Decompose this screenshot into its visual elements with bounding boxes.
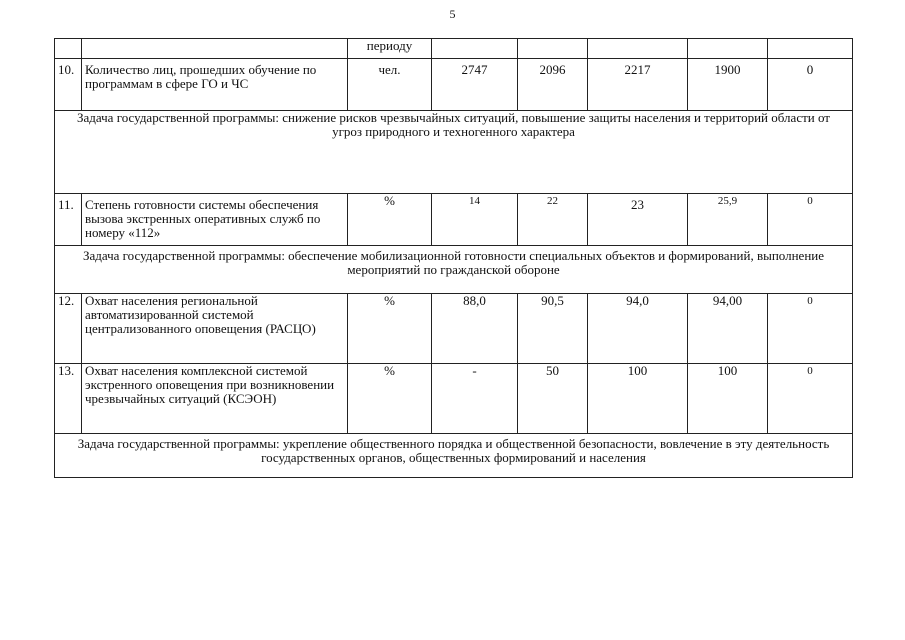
- value-cell: 2747: [432, 59, 518, 111]
- task-heading: Задача государственной программы: снижение рисков чрезвычайных ситуаций, повышение защиты населения и территорий области от угроз природного и техногенного характера: [55, 111, 853, 194]
- row-number-cell: 11.: [55, 194, 82, 246]
- indicator-name-cell: [82, 39, 348, 59]
- value-cell: [688, 39, 768, 59]
- task-heading: Задача государственной программы: обеспечение мобилизационной готовности специальных объектов и формирований, выполнение мероприятий по гражданской обороне: [55, 246, 853, 294]
- indicator-name-cell: Степень готовности системы обеспечения вызова экстренных оперативных служб по номеру «112»: [82, 194, 348, 246]
- indicator-name-cell: Количество лиц, прошедших обучение по программам в сфере ГО и ЧС: [82, 59, 348, 111]
- unit-cell: %: [348, 194, 432, 246]
- value-cell: [518, 39, 588, 59]
- value-cell: 0: [768, 59, 853, 111]
- task-heading: Задача государственной программы: укрепление общественного порядка и общественной безопасности, вовлечение в эту деятельность государственных органов, общественных формирований и населения: [55, 434, 853, 478]
- value-cell: 94,00: [688, 294, 768, 364]
- table-row: [55, 364, 853, 434]
- unit-cell: периоду: [348, 39, 432, 59]
- value-cell: [768, 39, 853, 59]
- task-row: [55, 111, 853, 194]
- indicator-name-cell: Охват населения комплексной системой экстренного оповещения при возникновении чрезвычайных ситуаций (КСЭОН): [82, 364, 348, 434]
- value-cell: 100: [588, 364, 688, 434]
- unit-cell: %: [348, 364, 432, 434]
- value-cell: 2217: [588, 59, 688, 111]
- table-row: [55, 194, 853, 246]
- row-number-cell: 10.: [55, 59, 82, 111]
- value-cell: [432, 39, 518, 59]
- value-cell: 100: [688, 364, 768, 434]
- value-cell: 0: [768, 294, 853, 364]
- value-cell: 2096: [518, 59, 588, 111]
- page-number: 5: [449, 7, 456, 21]
- unit-cell: чел.: [348, 59, 432, 111]
- value-cell: 0: [768, 364, 853, 434]
- unit-cell: %: [348, 294, 432, 364]
- table-row: [55, 59, 853, 111]
- task-row: [55, 246, 853, 294]
- value-cell: 14: [432, 194, 518, 246]
- table-row: [55, 39, 853, 59]
- value-cell: 94,0: [588, 294, 688, 364]
- value-cell: 88,0: [432, 294, 518, 364]
- value-cell: 22: [518, 194, 588, 246]
- value-cell: 25,9: [688, 194, 768, 246]
- row-number-cell: [55, 39, 82, 59]
- value-cell: 50: [518, 364, 588, 434]
- value-cell: -: [432, 364, 518, 434]
- value-cell: 90,5: [518, 294, 588, 364]
- indicators-table: [54, 38, 853, 478]
- value-cell: [588, 39, 688, 59]
- value-cell: 1900: [688, 59, 768, 111]
- indicator-name-cell: Охват населения региональной автоматизированной системой централизованного оповещения (РАСЦО): [82, 294, 348, 364]
- task-row: [55, 434, 853, 478]
- value-cell: 0: [768, 194, 853, 246]
- row-number-cell: 13.: [55, 364, 82, 434]
- row-number-cell: 12.: [55, 294, 82, 364]
- value-cell: 23: [588, 194, 688, 246]
- table-row: [55, 294, 853, 364]
